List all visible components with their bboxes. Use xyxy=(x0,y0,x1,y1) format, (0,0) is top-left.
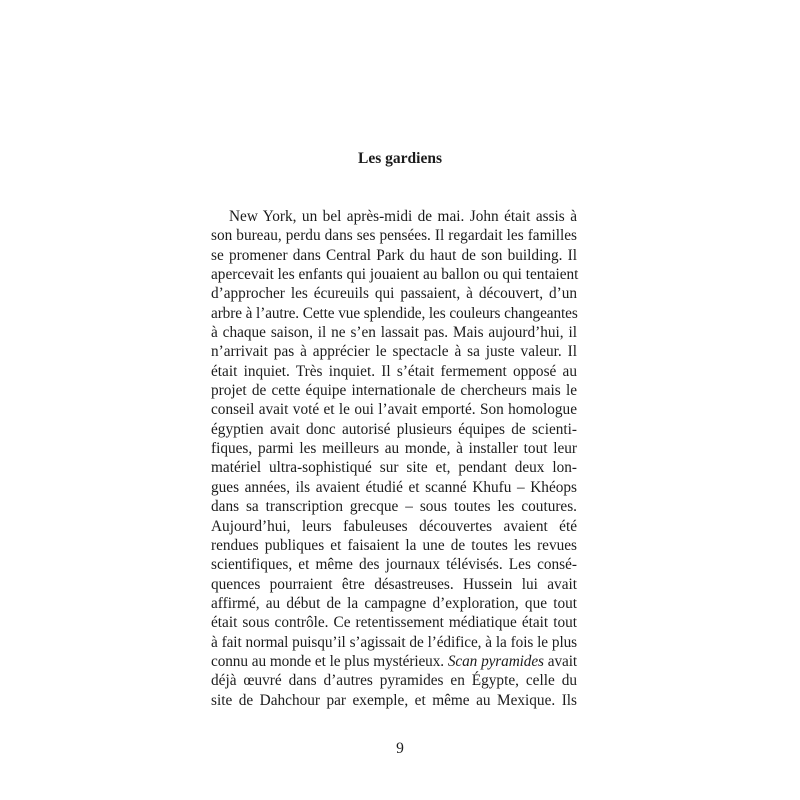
text-line: fiques, parmi les meilleurs au monde, à installer tout leur xyxy=(211,440,577,458)
text-line: apercevait les enfants qui jouaient au ballon ou qui tentaient xyxy=(211,266,579,284)
text-line: conseil avait voté et le oui l’avait emporté. Son homologue xyxy=(211,401,577,419)
text-line: matériel ultra-sophistiqué sur site et, pendant deux lon- xyxy=(211,459,577,477)
text-segment: avait xyxy=(543,652,578,670)
text-line: projet de cette équipe internationale de chercheurs mais le xyxy=(211,382,577,400)
text-segment: connu au monde et le plus mystérieux. xyxy=(211,652,448,670)
text-line: New York, un bel après-midi de mai. John était assis à xyxy=(229,208,577,225)
text-line: rendues publiques et faisaient la une de toutes les revues xyxy=(211,536,577,554)
chapter-title: Les gardiens xyxy=(358,150,442,167)
text-line: était sous contrôle. Ce retentissement médiatique était tout xyxy=(211,614,577,632)
text-line: dans sa transcription grecque – sous toutes les coutures. xyxy=(211,498,577,516)
text-line: à fait normal puisqu’il s’agissait de l’édifice, à la fois le plus xyxy=(211,633,577,651)
text-line: se promener dans Central Park du haut de son building. Il xyxy=(211,246,577,264)
text-line: gues années, ils avaient étudié et scanné Khufu – Khéops xyxy=(211,478,577,496)
text-line-with-italic xyxy=(211,652,577,671)
text-line: arbre à l’autre. Cette vue splendide, les couleurs changeantes xyxy=(211,304,578,322)
text-line: site de Dahchour par exemple, et même au Mexique. Ils xyxy=(211,691,577,709)
body-text xyxy=(211,207,577,710)
text-line: était inquiet. Très inquiet. Il s’était fermement opposé au xyxy=(211,362,577,380)
text-line: scientifiques, et même des journaux télévisés. Les consé- xyxy=(211,556,577,574)
text-line: à chaque saison, il ne s’en lassait pas. Mais aujourd’hui, il xyxy=(211,324,577,342)
page-number: 9 xyxy=(396,740,404,757)
text-line: n’arrivait pas à apprécier le spectacle à sa juste valeur. Il xyxy=(211,343,577,361)
text-line: son bureau, perdu dans ses pensées. Il regardait les familles xyxy=(211,227,577,245)
text-line: quences pourraient être désastreuses. Hussein lui avait xyxy=(211,575,577,593)
text-line: Aujourd’hui, leurs fabuleuses découvertes avaient été xyxy=(211,517,577,535)
text-line: égyptien avait donc autorisé plusieurs équipes de scienti- xyxy=(211,420,577,438)
italic-title: Scan pyramides xyxy=(447,652,544,670)
text-line: d’approcher les écureuils qui passaient, à découvert, d’un xyxy=(211,285,577,303)
text-line: affirmé, au début de la campagne d’exploration, que tout xyxy=(211,594,577,612)
text-line: déjà œuvré dans d’autres pyramides en Égypte, celle du xyxy=(211,672,577,690)
